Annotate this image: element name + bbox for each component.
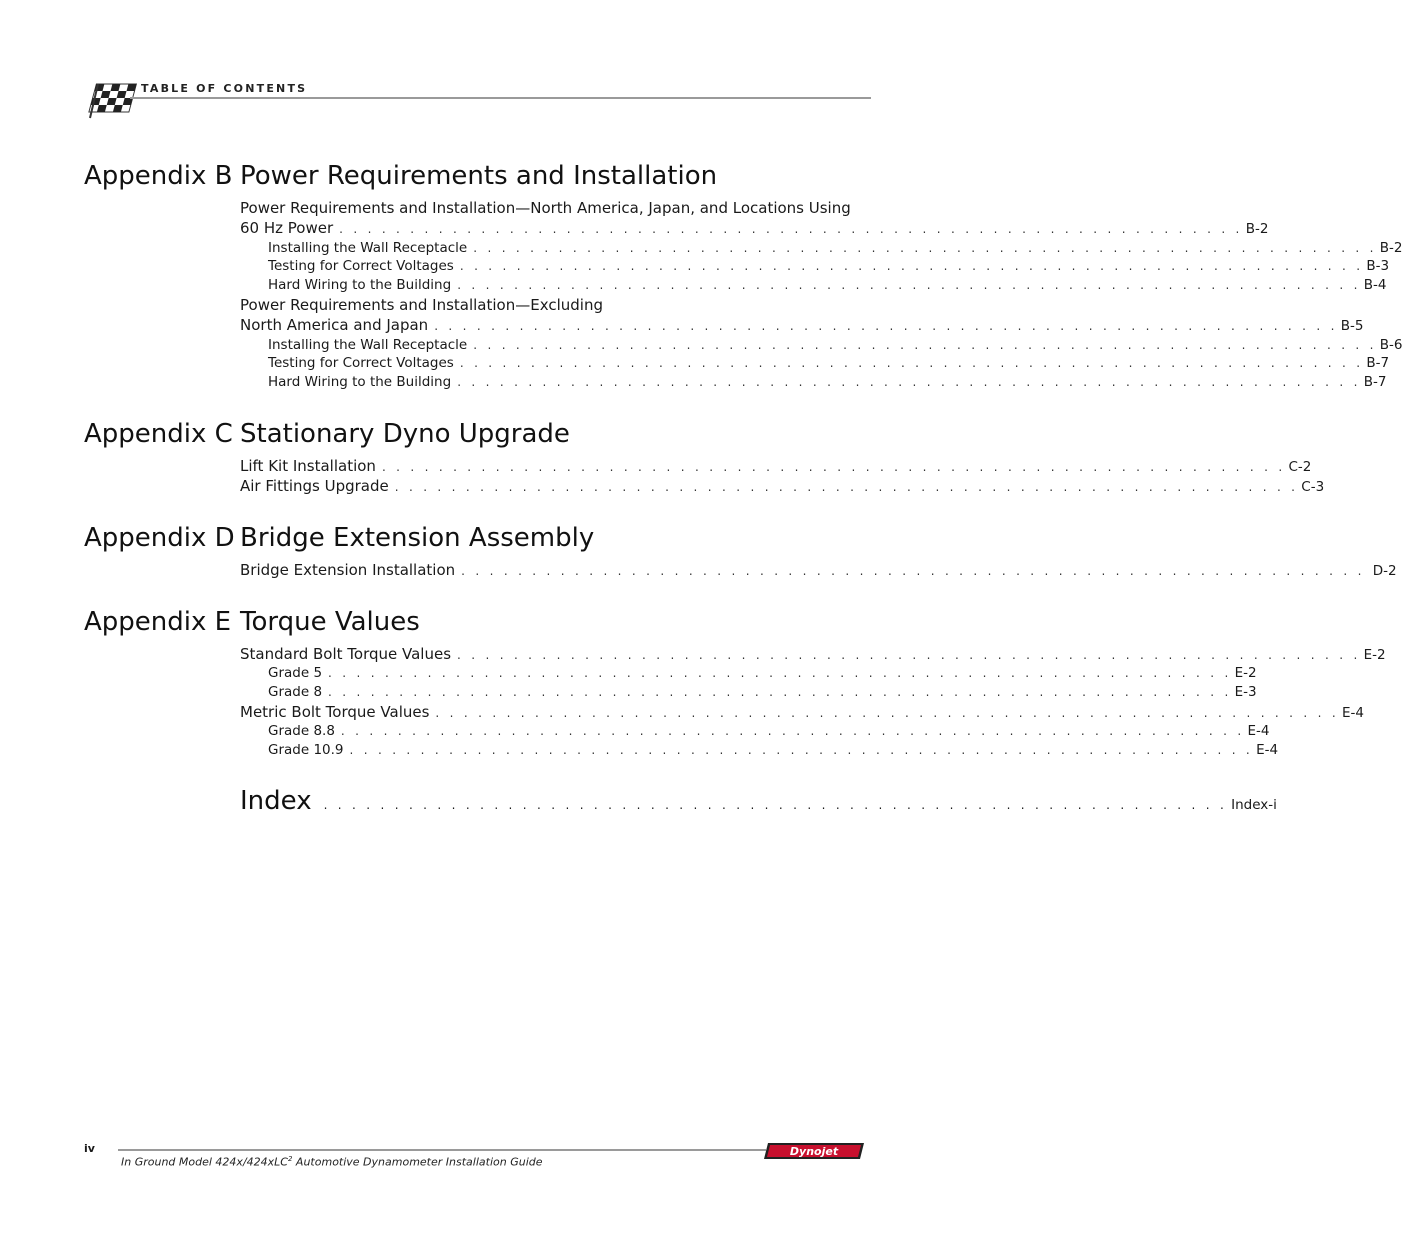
toc-entry-title: Bridge Extension Installation: [240, 561, 456, 579]
toc-entry-title: 60 Hz Power: [240, 219, 334, 237]
toc-index-entry[interactable]: [240, 786, 1277, 816]
toc-subentry-title: Grade 8: [268, 684, 323, 700]
header-label: TABLE OF CONTENTS: [141, 82, 308, 95]
toc-entry-title: Air Fittings Upgrade: [240, 477, 389, 495]
toc-page: E-3: [1234, 684, 1257, 700]
header-rule: [130, 97, 871, 99]
toc-subentry-title: Grade 8.8: [268, 723, 335, 739]
toc-entry[interactable]: [240, 645, 1386, 663]
appendix-c-label: Appendix C: [84, 419, 233, 449]
dot-leader: . . . . . . . . . . . . . . . . . . . . . . . . . . . . . . . . . . . . . . . . . . . . . . . . . . . . . . . . . . . . . . . .: [349, 743, 1254, 757]
toc-subentry-title: Grade 5: [268, 665, 323, 681]
guide-title-sup: 2: [287, 1155, 293, 1163]
toc-subentry[interactable]: [268, 337, 1403, 353]
guide-title-main: In Ground Model 424x/424xLC: [121, 1155, 288, 1169]
guide-title: [121, 1155, 543, 1169]
appendix-c-title: Stationary Dyno Upgrade: [240, 419, 570, 449]
toc-subentry-title: Grade 10.9: [268, 742, 344, 758]
dot-leader: . . . . . . . . . . . . . . . . . . . . . . . . . . . . . . . . . . . . . . . . . . . . . . . . . . . . . . . . . . . . . . . .: [328, 685, 1232, 699]
dot-leader: . . . . . . . . . . . . . . . . . . . . . . . . . . . . . . . . . . . . . . . . . . . . . . . . . . . . . . . . . . . . . . . .: [381, 460, 1286, 474]
dot-leader: . . . . . . . . . . . . . . . . . . . . . . . . . . . . . . . . . . . . . . . . . . . . . . . . . . . . . . . . . . . . . . . .: [459, 259, 1364, 273]
toc-subentry-title: Testing for Correct Voltages: [268, 355, 454, 371]
toc-subentry-title: Testing for Correct Voltages: [268, 258, 454, 274]
toc-subentry[interactable]: [268, 684, 1257, 700]
dot-leader: . . . . . . . . . . . . . . . . . . . . . . . . . . . . . . . . . . . . . . . . . . . . . . . . . . . . . . . . . . . . . . . .: [394, 480, 1299, 494]
toc-entry[interactable]: [240, 561, 1397, 579]
dot-leader: . . . . . . . . . . . . . . . . . . . . . . . . . . . . . . . . . . . . . . . . . . . . . . . . . . . . . . . . . . . . . . . .: [459, 356, 1364, 370]
dot-leader: . . . . . . . . . . . . . . . . . . . . . . . . . . . . . . . . . . . . . . . . . . . . . . . . . . . . . . . . . . . . . . . .: [473, 241, 1377, 255]
dynojet-logo: [764, 1142, 866, 1160]
toc-subentry[interactable]: [268, 258, 1390, 274]
dot-leader: . . . . . . . . . . . . . . . . . . . . . . . . . . . . . . . . . . . . . . . . . . . . . . . . . . . . . . . . . . . . . . . .: [457, 648, 1361, 662]
toc-page: B-7: [1363, 374, 1387, 390]
footer-rule: [118, 1149, 766, 1151]
dot-leader: . . . . . . . . . . . . . . . . . . . . . . . . . . . . . . . . . . . . . . . . . . . . . . . . . . . . . . . . . . . . . . . .: [323, 798, 1228, 812]
toc-page: C-2: [1288, 459, 1312, 475]
appendix-d-label: Appendix D: [84, 523, 235, 553]
toc-page: E-4: [1247, 723, 1270, 739]
dot-leader: . . . . . . . . . . . . . . . . . . . . . . . . . . . . . . . . . . . . . . . . . . . . . . . . . . . . . . . . . . . . . . . .: [461, 564, 1365, 578]
toc-subentry[interactable]: [268, 742, 1279, 758]
toc-page: E-2: [1234, 665, 1257, 681]
toc-subentry[interactable]: [268, 374, 1387, 390]
dot-leader: . . . . . . . . . . . . . . . . . . . . . . . . . . . . . . . . . . . . . . . . . . . . . . . . . . . . . . . . . . . . . . . .: [435, 706, 1339, 720]
toc-page: B-4: [1363, 277, 1387, 293]
toc-subentry[interactable]: [268, 240, 1403, 256]
toc-page: B-2: [1245, 221, 1269, 237]
toc-entry[interactable]: [240, 477, 1325, 495]
checkered-flag-icon: [84, 78, 132, 120]
toc-page: B-7: [1366, 355, 1390, 371]
toc-entry-text[interactable]: Power Requirements and Installation—North America, Japan, and Locations Using: [240, 199, 851, 217]
toc-entry[interactable]: [240, 703, 1364, 721]
toc-entry-text[interactable]: Power Requirements and Installation—Excluding: [240, 296, 603, 314]
dot-leader: . . . . . . . . . . . . . . . . . . . . . . . . . . . . . . . . . . . . . . . . . . . . . . . . . . . . . . . . . . . . . . . .: [339, 222, 1243, 236]
index-title: Index: [240, 786, 312, 816]
dot-leader: . . . . . . . . . . . . . . . . . . . . . . . . . . . . . . . . . . . . . . . . . . . . . . . . . . . . . . . . . . . . . . . .: [473, 338, 1377, 352]
toc-subentry[interactable]: [268, 277, 1387, 293]
page-number: iv: [84, 1142, 95, 1155]
toc-subentry-title: Installing the Wall Receptacle: [268, 240, 468, 256]
appendix-b-title: Power Requirements and Installation: [240, 161, 718, 191]
dot-leader: . . . . . . . . . . . . . . . . . . . . . . . . . . . . . . . . . . . . . . . . . . . . . . . . . . . . . . . . . . . . . . . .: [457, 278, 1361, 292]
toc-page: E-4: [1256, 742, 1279, 758]
toc-entry-title: North America and Japan: [240, 316, 429, 334]
toc-page: B-6: [1379, 337, 1403, 353]
dot-leader: . . . . . . . . . . . . . . . . . . . . . . . . . . . . . . . . . . . . . . . . . . . . . . . . . . . . . . . . . . . . . . . .: [457, 375, 1361, 389]
toc-entry[interactable]: [240, 316, 1364, 334]
toc-page: B-3: [1366, 258, 1390, 274]
dot-leader: . . . . . . . . . . . . . . . . . . . . . . . . . . . . . . . . . . . . . . . . . . . . . . . . . . . . . . . . . . . . . . . .: [328, 666, 1232, 680]
toc-entry-title: Metric Bolt Torque Values: [240, 703, 430, 721]
toc-page: Index-i: [1231, 797, 1277, 813]
toc-subentry-title: Hard Wiring to the Building: [268, 374, 452, 390]
toc-page: B-2: [1379, 240, 1403, 256]
appendix-e-title: Torque Values: [240, 607, 420, 637]
guide-title-rest: Automotive Dynamometer Installation Guide: [292, 1155, 543, 1169]
toc-subentry[interactable]: [268, 665, 1257, 681]
toc-subentry-title: Hard Wiring to the Building: [268, 277, 452, 293]
appendix-e-label: Appendix E: [84, 607, 232, 637]
toc-entry-title: Lift Kit Installation: [240, 457, 376, 475]
toc-subentry-title: Installing the Wall Receptacle: [268, 337, 468, 353]
toc-page: B-5: [1340, 318, 1364, 334]
appendix-d-title: Bridge Extension Assembly: [240, 523, 595, 553]
toc-subentry[interactable]: [268, 355, 1390, 371]
toc-subentry[interactable]: [268, 723, 1270, 739]
toc-page: E-2: [1363, 647, 1386, 663]
toc-entry-title: Standard Bolt Torque Values: [240, 645, 452, 663]
appendix-b-label: Appendix B: [84, 161, 233, 191]
toc-page: E-4: [1341, 705, 1364, 721]
toc-page: D-2: [1372, 563, 1397, 579]
toc-entry[interactable]: [240, 457, 1312, 475]
dot-leader: . . . . . . . . . . . . . . . . . . . . . . . . . . . . . . . . . . . . . . . . . . . . . . . . . . . . . . . . . . . . . . . .: [434, 319, 1338, 333]
dot-leader: . . . . . . . . . . . . . . . . . . . . . . . . . . . . . . . . . . . . . . . . . . . . . . . . . . . . . . . . . . . . . . . .: [340, 724, 1245, 738]
logo-text: Dynojet: [789, 1145, 839, 1158]
toc-entry[interactable]: [240, 219, 1269, 237]
toc-page: C-3: [1301, 479, 1325, 495]
